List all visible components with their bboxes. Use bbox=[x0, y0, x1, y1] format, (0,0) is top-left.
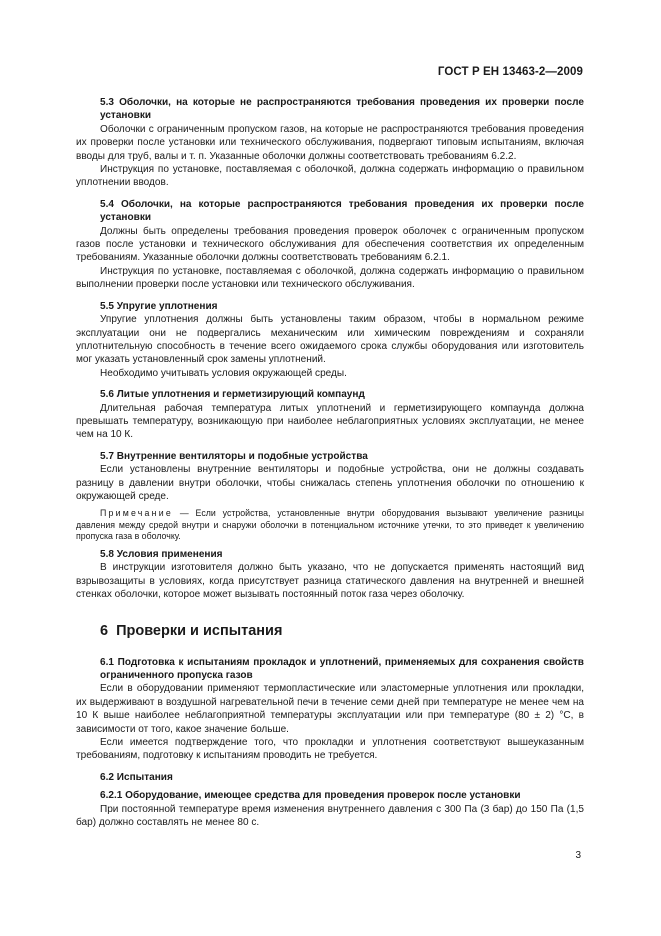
section-5-7-paragraph-1: Если установлены внутренние вентиляторы и подобные устройства, они не должны создавать разницу в давлении внутри оболочки, чтобы снижалась степень уплотнения оболочки по отношению к окружающей среде. bbox=[76, 464, 584, 502]
section-6-1-paragraph-1: Если в оборудовании применяют термопластические или эластомерные уплотнения или прокладки, их выдерживают в воздушной нагревательной печи в течение семи дней при температуре не менее чем на 10 К выше наиболее неблагоприятной температуры эксплуатации или при температуре (80 ± 2) °С, в зависимости от того, какое значение больше. bbox=[76, 683, 584, 735]
section-5-5-title: 5.5 Упругие уплотнения bbox=[100, 300, 218, 312]
section-6-2-title: 6.2 Испытания bbox=[100, 771, 173, 783]
section-6-1-title: 6.1 Подготовка к испытаниям прокладок и уплотнений, применяемых для сохранения свойств ограниченного пропуска газов bbox=[100, 656, 584, 681]
section-5-4-paragraph-2: Инструкция по установке, поставляемая с оболочкой, должна содержать информацию о правильном выполнении проверки после установки или технического обслуживания. bbox=[76, 265, 584, 291]
section-6-2-1-title: 6.2.1 Оборудование, имеющее средства для проведения проверок после установки bbox=[100, 790, 521, 802]
section-5-3-title: 5.3 Оболочки, на которые не распространяются требования проведения их проверки после установки bbox=[100, 97, 584, 122]
section-5-3-paragraph-1: Оболочки с ограниченным пропуском газов, на которые не распространяются требования проведения их проверки после установки или технического обслуживания, подвергают типовым испытаниям, включая вводы для труб, валы и т. п. Указанные оболочки должны соответствовать требованиям 6.2.2. bbox=[76, 123, 584, 162]
section-5-4-title: 5.4 Оболочки, на которые распространяются требования проведения их проверки после установки bbox=[100, 198, 584, 224]
section-5-5-paragraph-1: Упругие уплотнения должны быть установлены таким образом, чтобы в нормальном режиме эксплуатации они не подвергались механическим или химическим повреждениям и сохраняли уплотнительную способность в течение всего ожидаемого срока службы оборудования или изготовитель мог указать установленный срок замены уплотнений. bbox=[76, 314, 584, 366]
document-body bbox=[76, 96, 584, 829]
note-label: Примечание bbox=[100, 508, 173, 519]
section-5-3-paragraph-2: Инструкция по установке, поставляемая с оболочкой, должна содержать информацию о правильном уплотнении вводов. bbox=[76, 164, 584, 189]
section-5-8-title: 5.8 Условия применения bbox=[100, 548, 223, 560]
section-5-6-paragraph-1: Длительная рабочая температура литых уплотнений и герметизирующего компаунда должна превышать температуру, возникающую при наиболее неблагоприятных условиях эксплуатации, не менее чем на 10 К. bbox=[76, 402, 584, 441]
section-6-number: 6 bbox=[100, 622, 109, 639]
page-number: 3 bbox=[575, 850, 581, 861]
section-6-title: Проверки и испытания bbox=[116, 622, 283, 639]
section-5-7-title: 5.7 Внутренние вентиляторы и подобные устройства bbox=[100, 450, 368, 462]
section-5-5-paragraph-2: Необходимо учитывать условия окружающей среды. bbox=[100, 367, 347, 379]
document-code-header: ГОСТ Р ЕН 13463-2—2009 bbox=[437, 66, 583, 78]
section-5-8-paragraph-1: В инструкции изготовителя должно быть указано, что не допускается применять настоящий вид взрывозащиты в условиях, когда присутствует разница статического давления на внутренней и внешней стенках оболочки, которое может вызывать постоянный поток газа через оболочку. bbox=[76, 562, 584, 601]
section-6-2-1-paragraph-1: При постоянной температуре время изменения внутреннего давления с 300 Па (3 бар) до 150 Па (1,5 бар) должно составлять не менее 80 с. bbox=[76, 803, 584, 828]
section-6-heading bbox=[76, 622, 584, 640]
note-text: — Если устройства, установленные внутри оборудования вызывают увеличение разницы давления между средой внутри и снаружи оболочки в потенциальном источнике утечки, то это приведет к увеличению пропуска газа в оболочку. bbox=[76, 508, 584, 542]
section-5-4-paragraph-1: Должны быть определены требования проведения проверок оболочек с ограниченным пропуском газов после установки и технического обслуживания для обеспечения соответствия их определенным требованиям. Указанные оболочки должны соответствовать требованиям 6.2.1. bbox=[76, 225, 584, 264]
section-6-1-paragraph-2: Если имеется подтверждение того, что прокладки и уплотнения соответствуют вышеуказанным требованиям, подготовку к испытаниям проводить не требуется. bbox=[76, 736, 584, 762]
section-5-6-title: 5.6 Литые уплотнения и герметизирующий компаунд bbox=[100, 389, 365, 401]
section-5-7-note bbox=[76, 508, 584, 543]
